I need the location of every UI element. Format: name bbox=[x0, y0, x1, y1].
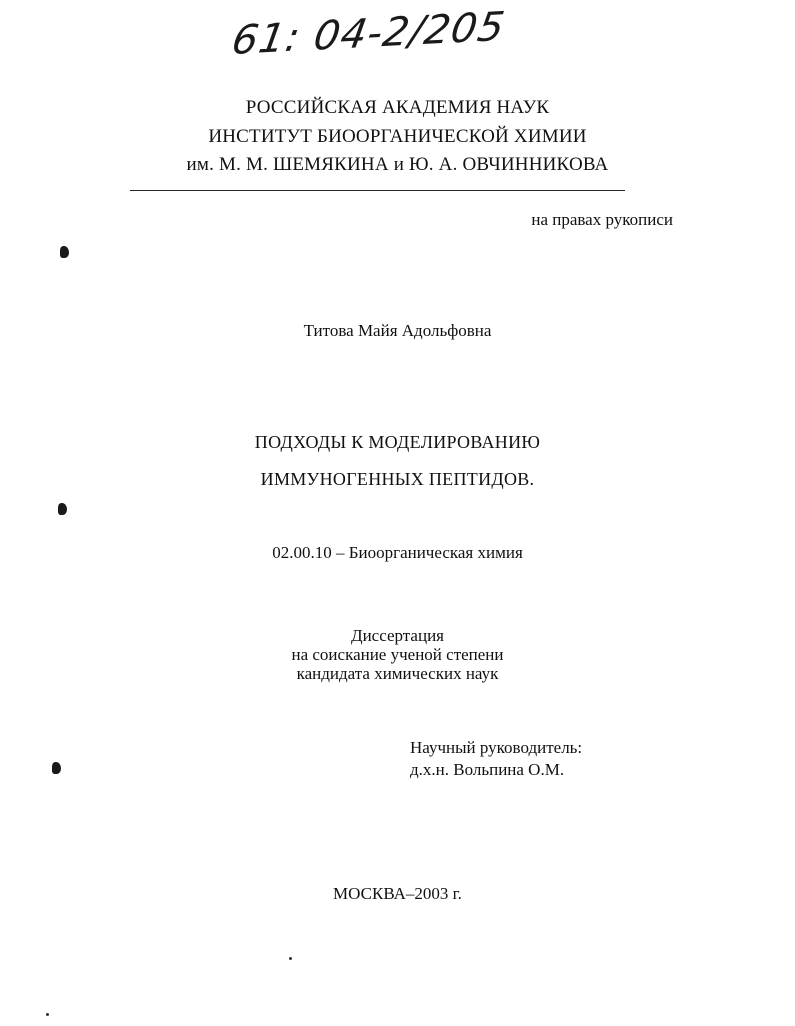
manuscript-note: на правах рукописи bbox=[531, 210, 673, 229]
scan-speck bbox=[46, 1013, 49, 1016]
org-line-names: им. М. М. ШЕМЯКИНА и Ю. А. ОВЧИННИКОВА bbox=[186, 154, 609, 175]
org-line-academy: РОССИЙСКАЯ АКАДЕМИЯ НАУК bbox=[245, 97, 550, 118]
header-divider bbox=[130, 190, 625, 191]
scan-mark bbox=[52, 762, 61, 774]
thesis-title-line1: ПОДХОДЫ К МОДЕЛИРОВАНИЮ bbox=[254, 432, 541, 452]
archive-number: 61: 04-2/205 bbox=[228, 3, 509, 64]
supervisor-name: д.х.н. Вольпина О.М. bbox=[410, 760, 565, 779]
scan-speck bbox=[289, 957, 292, 960]
org-line-institute: ИНСТИТУТ БИООРГАНИЧЕСКОЙ ХИМИИ bbox=[208, 126, 587, 147]
author-name: Титова Майя Адольфовна bbox=[303, 321, 492, 340]
city-year: МОСКВА–2003 г. bbox=[333, 884, 462, 903]
supervisor-label: Научный руководитель: bbox=[410, 738, 583, 757]
scan-mark bbox=[58, 503, 67, 515]
degree-line2: на соискание ученой степени bbox=[291, 645, 504, 664]
scan-mark bbox=[60, 246, 69, 258]
thesis-title-line2: ИММУНОГЕННЫХ ПЕПТИДОВ. bbox=[260, 469, 535, 489]
degree-line3: кандидата химических наук bbox=[296, 664, 499, 683]
specialty: 02.00.10 – Биоорганическая химия bbox=[272, 543, 523, 562]
degree-line1: Диссертация bbox=[350, 626, 444, 645]
supervisor-block bbox=[410, 737, 582, 781]
